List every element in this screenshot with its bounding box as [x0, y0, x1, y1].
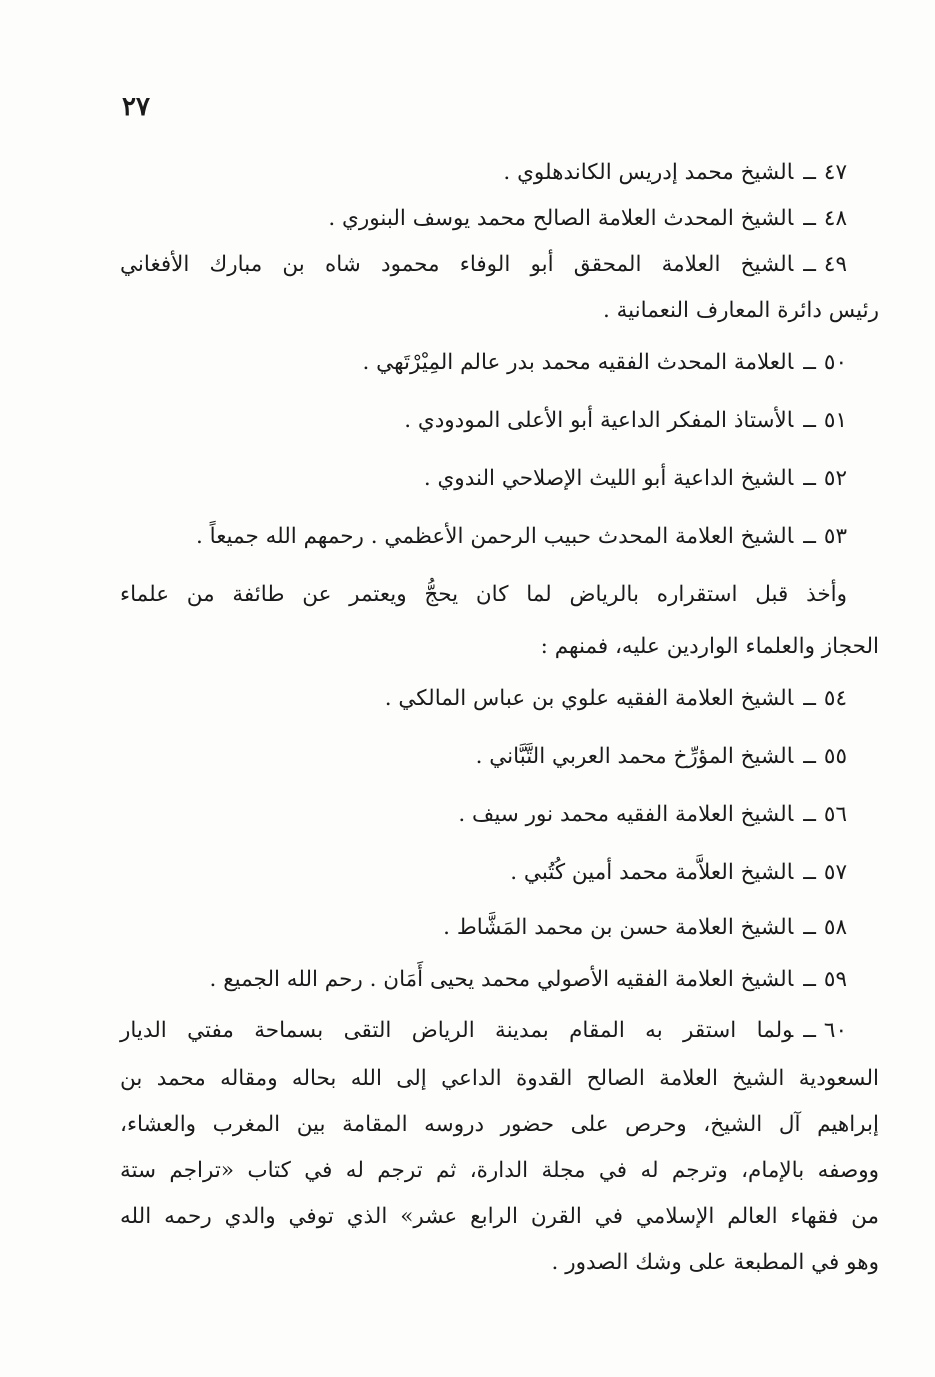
item-dash: ــ: [803, 1018, 816, 1043]
item-number: ٥١: [823, 408, 847, 433]
item-dash: ــ: [803, 466, 816, 491]
item-text: الشيخ محمد إدريس الكاندهلوي .: [503, 160, 794, 185]
list-item-56: [120, 786, 847, 844]
item-number: ٥٢: [823, 466, 847, 491]
list-item-60-line1: [120, 1006, 847, 1056]
item-text: الشيخ العلامة حسن بن محمد المَشَّاط .: [443, 915, 794, 940]
item-dash: ــ: [803, 408, 816, 433]
item-dash: ــ: [803, 160, 816, 185]
item-text: الشيخ المؤرِّخ محمد العربي التَّبَّاني .: [475, 744, 794, 769]
list-item-58: [120, 902, 847, 954]
item-text-continued: ووصفه بالإمام، وترجم له في مجلة الدارة، ثم ترجم له في كتاب «تراجم ستة: [120, 1158, 879, 1183]
list-item-49-line1: [120, 242, 847, 288]
list-item-55: [120, 728, 847, 786]
item-number: ٦٠: [823, 1018, 847, 1043]
item-dash: ــ: [803, 252, 816, 277]
list-item-60-line6: [120, 1240, 879, 1286]
list-item-51: [120, 392, 847, 450]
item-number: ٥٠: [823, 350, 847, 375]
list-item-54: [120, 670, 847, 728]
item-number: ٥٤: [823, 686, 847, 711]
item-dash: ــ: [803, 967, 816, 992]
list-item-48: [120, 196, 847, 242]
item-dash: ــ: [803, 686, 816, 711]
list-item-57: [120, 844, 847, 902]
item-number: ٤٩: [823, 252, 847, 277]
item-dash: ــ: [803, 860, 816, 885]
page-content: [120, 150, 879, 1286]
item-text: الشيخ المحدث العلامة الصالح محمد يوسف البنوري .: [328, 206, 794, 231]
item-dash: ــ: [803, 744, 816, 769]
item-text: الشيخ الداعية أبو الليث الإصلاحي الندوي .: [423, 466, 794, 491]
item-text-continued: وهو في المطبعة على وشك الصدور .: [551, 1250, 879, 1275]
list-item-60-line2: [120, 1056, 879, 1102]
item-dash: ــ: [803, 524, 816, 549]
list-item-49-line2: [120, 288, 879, 334]
item-text-continued: من فقهاء العالم الإسلامي في القرن الرابع عشر» الذي توفي والدي رحمه الله: [120, 1204, 879, 1229]
paragraph-text: وأخذ قبل استقراره بالرياض لما كان يحجُّ ويعتمر عن طائفة من علماء: [120, 582, 847, 607]
item-text: الشيخ العلامة الفقيه محمد نور سيف .: [458, 802, 794, 827]
item-text: الشيخ العلاَّمة محمد أمين كُتُبي .: [510, 860, 794, 885]
list-item-50: [120, 334, 847, 392]
item-dash: ــ: [803, 350, 816, 375]
item-dash: ــ: [803, 802, 816, 827]
item-text: الشيخ العلامة الفقيه علوي بن عباس المالكي .: [384, 686, 794, 711]
paragraph-text: الحجاز والعلماء الواردين عليه، فمنهم :: [540, 634, 879, 659]
item-number: ٥٥: [823, 744, 847, 769]
item-text: الشيخ العلامة المحدث حبيب الرحمن الأعظمي . رحمهم الله جميعاً .: [195, 524, 794, 549]
item-text-continued: إبراهيم آل الشيخ، وحرص على حضور دروسه المقامة بين المغرب والعشاء،: [120, 1112, 879, 1137]
list-item-60-line3: [120, 1102, 879, 1148]
item-text: الشيخ العلامة المحقق أبو الوفاء محمود شاه بن مبارك الأفغاني: [120, 252, 794, 277]
list-item-60-line4: [120, 1148, 879, 1194]
item-number: ٥٧: [823, 860, 847, 885]
item-dash: ــ: [803, 915, 816, 940]
item-number: ٤٨: [823, 206, 847, 231]
item-text-continued: رئيس دائرة المعارف النعمانية .: [602, 298, 879, 323]
item-number: ٥٩: [823, 967, 847, 992]
item-number: ٥٦: [823, 802, 847, 827]
list-item-53: [120, 508, 847, 566]
item-text-continued: السعودية الشيخ العلامة الصالح القدوة الداعي إلى الله بحاله ومقاله محمد بن: [120, 1066, 879, 1091]
item-text: الشيخ العلامة الفقيه الأصولي محمد يحيى أَمَان . رحم الله الجميع .: [209, 967, 794, 992]
list-item-59: [120, 954, 847, 1006]
item-text: ولما استقر به المقام بمدينة الرياض التقى بسماحة مفتي الديار: [120, 1018, 794, 1043]
item-number: ٥٨: [823, 915, 847, 940]
list-item-60-line5: [120, 1194, 879, 1240]
item-number: ٥٣: [823, 524, 847, 549]
page-number: ٢٧: [122, 92, 150, 122]
item-number: ٤٧: [823, 160, 847, 185]
paragraph-line-2: [120, 624, 879, 670]
item-text: العلامة المحدث الفقيه محمد بدر عالم المِيْرْتَهي .: [362, 350, 794, 375]
paragraph-line-1: [120, 566, 847, 624]
list-item-52: [120, 450, 847, 508]
list-item-47: [120, 150, 847, 196]
item-dash: ــ: [803, 206, 816, 231]
item-text: الأستاذ المفكر الداعية أبو الأعلى المودودي .: [404, 408, 794, 433]
